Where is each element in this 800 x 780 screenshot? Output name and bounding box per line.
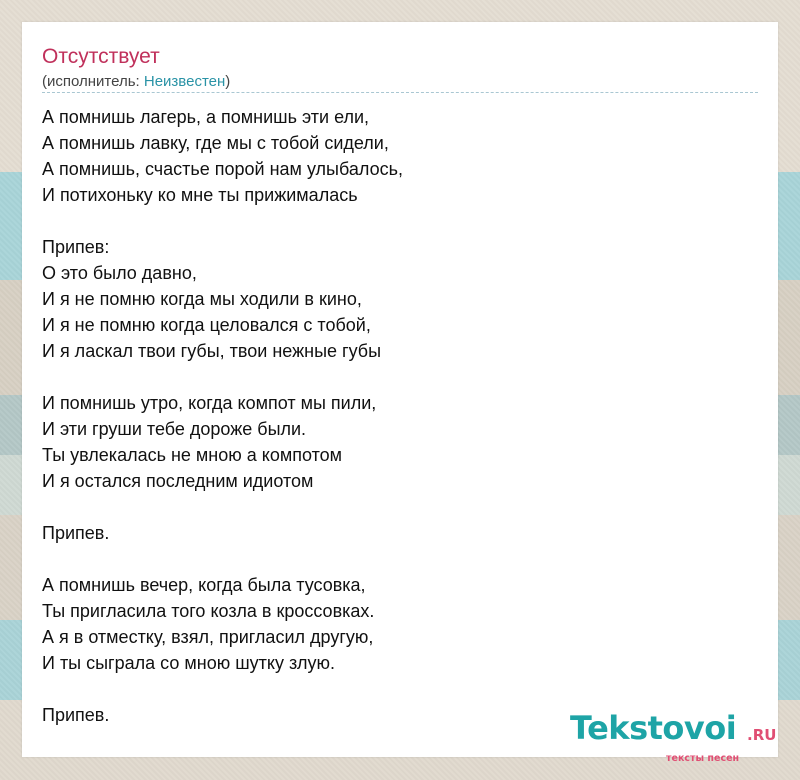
title-divider — [42, 92, 758, 93]
lyrics-text — [42, 104, 742, 728]
logo-word: Tekstovoi — [570, 709, 737, 747]
lyric-line: И потихоньку ко мне ты прижималась — [42, 185, 358, 205]
lyric-line: О это было давно, — [42, 263, 197, 283]
site-logo[interactable] — [570, 709, 780, 769]
artist-line — [42, 72, 230, 92]
lyric-line: И я остался последним идиотом — [42, 471, 314, 491]
lyric-line: И я не помню когда мы ходили в кино, — [42, 289, 362, 309]
lyric-blank-line — [42, 208, 742, 234]
lyric-blank-line — [42, 364, 742, 390]
logo-tld: .RU — [747, 726, 777, 744]
lyric-blank-line — [42, 494, 742, 520]
lyric-line: И ты сыграла со мною шутку злую. — [42, 653, 336, 673]
lyric-line: И я не помню когда целовался с тобой, — [42, 315, 371, 335]
lyrics-card — [22, 22, 778, 764]
lyric-line: Припев. — [42, 523, 110, 543]
lyric-line: А помнишь лагерь, а помнишь эти ели, — [42, 107, 370, 127]
lyric-line: А помнишь вечер, когда была тусовка, — [42, 575, 366, 595]
artist-suffix: ) — [225, 73, 231, 90]
lyric-blank-line — [42, 546, 742, 572]
lyric-line: Припев. — [42, 705, 110, 725]
lyric-blank-line — [42, 676, 742, 702]
lyric-line: А помнишь лавку, где мы с тобой сидели, — [42, 133, 389, 153]
song-title: Отсутствует — [42, 45, 160, 68]
lyric-line: Ты пригласила того козла в кроссовках. — [42, 601, 375, 621]
lyric-line: А помнишь, счастье порой нам улыбалось, — [42, 159, 403, 179]
lyric-line: И помнишь утро, когда компот мы пили, — [42, 393, 377, 413]
artist-link[interactable]: Неизвестен — [143, 73, 226, 90]
lyric-line: И я ласкал твои губы, твои нежные губы — [42, 341, 382, 361]
logo-tagline: тексты песен — [666, 753, 740, 764]
lyric-line: И эти груши тебе дороже были. — [42, 419, 307, 439]
lyric-line: Ты увлекалась не мною а компотом — [42, 445, 343, 465]
lyric-line: А я в отместку, взял, пригласил другую, — [42, 627, 374, 647]
artist-prefix: (исполнитель: — [42, 73, 144, 90]
lyric-line: Припев: — [42, 237, 110, 257]
